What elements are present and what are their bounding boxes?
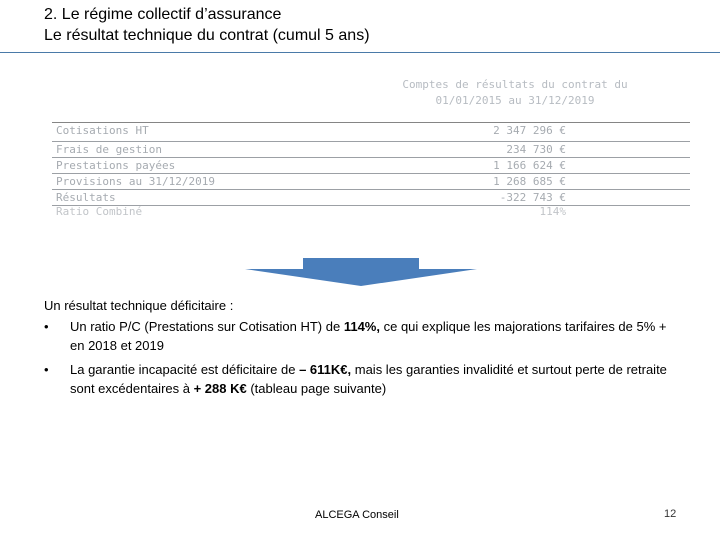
row-label: Ratio Combiné xyxy=(56,205,143,217)
page-number: 12 xyxy=(664,508,677,520)
bullet-bold: 114%, xyxy=(343,319,380,334)
bullet-text: Un ratio P/C (Prestations sur Cotisation HT) de xyxy=(70,319,344,334)
footer-company: ALCEGA Conseil xyxy=(315,509,399,521)
row-value: 1 268 685 € xyxy=(493,175,566,188)
row-label: Prestations payées xyxy=(56,159,176,172)
header-divider xyxy=(0,52,720,53)
results-table-image xyxy=(50,75,690,230)
row-value: -322 743 € xyxy=(499,191,566,204)
table-heading-line2: 01/01/2015 au 31/12/2019 xyxy=(435,94,595,107)
table-row xyxy=(52,123,690,142)
bullet-bold: – 611K€, xyxy=(299,362,352,377)
slide-body xyxy=(44,296,684,403)
row-label: Résultats xyxy=(56,191,116,204)
row-label: Provisions au 31/12/2019 xyxy=(56,175,215,188)
arrow-shape xyxy=(245,258,477,286)
slide-header xyxy=(44,4,704,46)
bullet-bold: + 288 K€ xyxy=(193,381,247,396)
row-label: Frais de gestion xyxy=(56,143,162,156)
table-row xyxy=(52,142,690,158)
row-value: 2 347 296 € xyxy=(493,124,566,137)
bullet-item xyxy=(44,360,684,398)
row-value: 1 166 624 € xyxy=(493,159,566,172)
section-title: 2. Le régime collectif d’assurance xyxy=(44,6,282,23)
table-row xyxy=(52,206,690,218)
bullet-text: (tableau page suivante) xyxy=(246,381,387,396)
row-value: 234 730 € xyxy=(506,143,566,156)
table-row xyxy=(52,174,690,190)
bullet-text: ce qui explique les majorations tarifaires de 5% + en 2018 et 2019 xyxy=(70,319,667,353)
lead-text: Un résultat technique déficitaire : xyxy=(44,298,234,313)
bullet-marker: • xyxy=(44,362,49,377)
table-row xyxy=(52,158,690,174)
bullet-text: mais les garanties invalidité et surtout perte de retraite sont excédentaires à xyxy=(70,362,667,396)
table-row xyxy=(52,190,690,206)
row-value: 114% xyxy=(539,205,566,217)
results-table xyxy=(52,122,690,217)
slide-subtitle: Le résultat technique du contrat (cumul 5 ans) xyxy=(44,27,370,44)
down-arrow-icon xyxy=(245,258,477,286)
bullet-text: La garantie incapacité est déficitaire de xyxy=(70,362,300,377)
bullet-marker: • xyxy=(44,319,49,334)
row-label: Cotisations HT xyxy=(56,124,149,137)
table-heading-line1: Comptes de résultats du contrat du xyxy=(402,78,628,91)
table-heading xyxy=(380,77,650,109)
bullet-item xyxy=(44,317,684,355)
